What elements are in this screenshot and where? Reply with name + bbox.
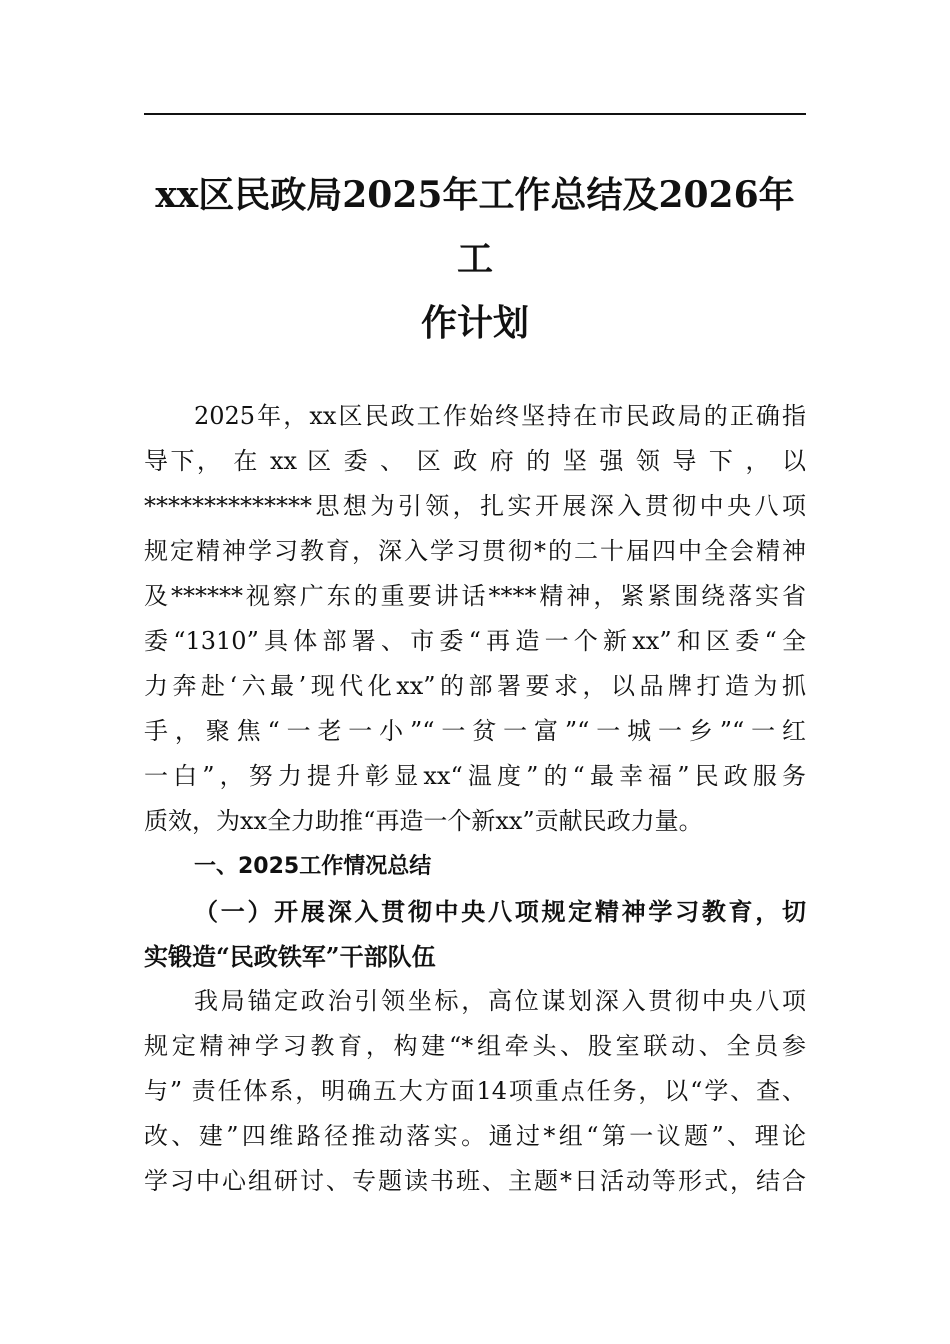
section-heading: 一、2025工作情况总结	[194, 854, 432, 879]
text-line: 实锻造“民政铁军”干部队伍	[144, 942, 436, 971]
text-line: 学习中心组研讨、专题读书班、主题*日活动等形式，结合	[144, 1167, 806, 1195]
title-line-1: xx区民政局2025年工作总结及2026年工	[155, 174, 795, 280]
document-title	[144, 163, 806, 355]
text-line: 导下， 在 xx 区 委 、 区 政 府 的 坚 强 领 导 下 ， 以	[144, 447, 806, 475]
text-line: **************思想为引领，扎实开展深入贯彻中央八项	[144, 492, 806, 520]
header-rule	[144, 113, 806, 115]
document-body	[144, 394, 806, 1204]
text-line: 改、建”四维路径推动落实。通过*组“第一议题”、理论	[144, 1122, 806, 1150]
text-line: 2025年，xx区民政工作始终坚持在市民政局的正确指	[194, 402, 806, 430]
intro-paragraph	[144, 394, 806, 844]
text-line: 手，聚焦“一老一小”“一贫一富”“一城一乡”“一红	[144, 717, 806, 745]
text-line: 力奔赴‘六最’现代化xx”的部署要求，以品牌打造为抓	[144, 672, 806, 700]
text-line: 与” 责任体系，明确五大方面14项重点任务，以“学、查、	[144, 1077, 806, 1105]
text-line: 委“1310”具体部署、市委“再造一个新xx”和区委“全	[144, 627, 806, 655]
subsection-heading	[144, 889, 806, 979]
text-line: 一白”，努力提升彰显xx“温度”的“最幸福”民政服务	[144, 762, 806, 790]
text-line: （一）开展深入贯彻中央八项规定精神学习教育，切	[194, 897, 806, 926]
title-line-2: 作计划	[420, 302, 529, 344]
text-line: 规定精神学习教育，深入学习贯彻*的二十届四中全会精神	[144, 537, 806, 565]
text-line: 及******视察广东的重要讲话****精神，紧紧围绕落实省	[144, 582, 806, 610]
text-line: 我局锚定政治引领坐标，高位谋划深入贯彻中央八项	[194, 987, 806, 1015]
text-line: 质效，为xx全力助推“再造一个新xx”贡献民政力量。	[144, 807, 703, 835]
text-line: 规定精神学习教育，构建“*组牵头、股室联动、全员参	[144, 1032, 806, 1060]
body-paragraph	[144, 979, 806, 1204]
